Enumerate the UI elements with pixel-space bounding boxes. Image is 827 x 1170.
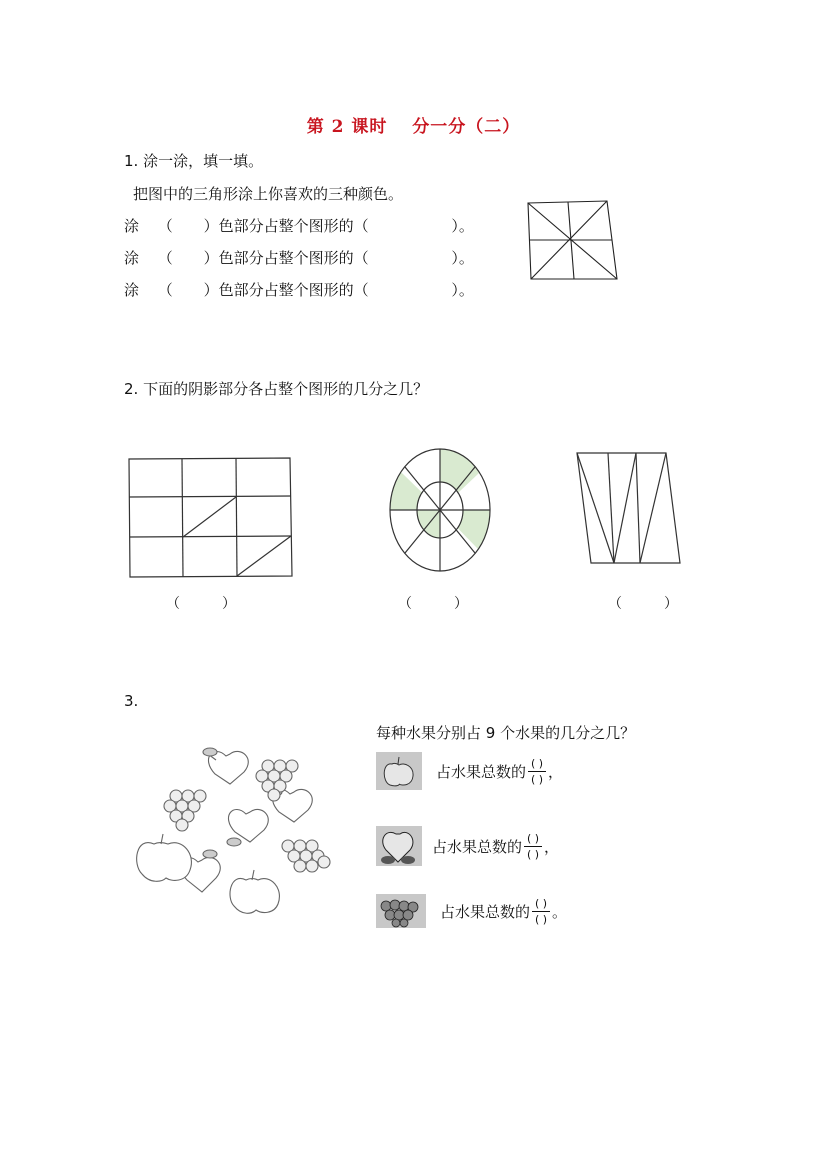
question-3-heading: 3.: [124, 692, 139, 710]
answer-blank[interactable]: （ ）: [398, 596, 468, 612]
quadrilateral-figure: [574, 450, 684, 570]
color-blank[interactable]: （: [157, 281, 173, 299]
fruit-row-peach: [376, 826, 559, 866]
denominator-blank[interactable]: ( ): [534, 912, 548, 926]
apple-icon: [376, 752, 422, 790]
apple-icon: [230, 870, 279, 913]
grid-outline: [129, 458, 292, 577]
row-prefix: 涂: [124, 281, 140, 299]
diagonal-line: [640, 453, 666, 563]
fruit-row-grapes: [376, 894, 567, 928]
fraction-blank[interactable]: ）。: [451, 249, 474, 267]
numerator-blank[interactable]: ( ): [534, 896, 548, 910]
row-prefix: 涂: [124, 249, 140, 267]
denominator-blank[interactable]: ( ): [530, 772, 544, 786]
parallelogram-figure[interactable]: [520, 198, 625, 283]
oval-figure: [386, 448, 506, 588]
fraction-blank[interactable]: ）。: [451, 217, 474, 235]
row-text: ）色部分占整个图形的（: [203, 281, 369, 299]
grid-line: [130, 536, 291, 537]
numerator-blank[interactable]: ( ): [530, 756, 544, 770]
question-1-row: [124, 215, 474, 236]
diagonal-line: [614, 453, 636, 563]
row-text: ）色部分占整个图形的（: [203, 217, 369, 235]
grapes-icon: [164, 790, 206, 831]
answer-blank[interactable]: （ ）: [608, 596, 678, 612]
fruit-row-text: 占水果总数的: [432, 837, 523, 856]
fraction-blank[interactable]: [528, 757, 546, 786]
peach-icon: [203, 748, 248, 784]
grid-figure: [126, 456, 296, 580]
divider-line: [636, 453, 640, 563]
question-3-prompt: 每种水果分别占 9 个水果的几分之几？: [376, 724, 636, 742]
grid-line: [129, 496, 291, 497]
fruit-row-apple: [376, 752, 563, 790]
fraction-blank[interactable]: [524, 832, 542, 861]
question-1-row: [124, 279, 474, 300]
page-title: 第 2 课时 分一分（二）: [306, 117, 521, 137]
punctuation: ，: [548, 762, 564, 781]
question-1-row: [124, 247, 474, 268]
question-1-instruction: 把图中的三角形涂上你喜欢的三种颜色。: [133, 185, 404, 203]
punctuation: ，: [544, 837, 560, 856]
fruit-row-text: 占水果总数的: [440, 902, 531, 921]
question-2-heading: 2. 下面的阴影部分各占整个图形的几分之几？: [124, 380, 429, 398]
fraction-blank[interactable]: [532, 897, 550, 926]
quadrilateral-outline: [577, 453, 680, 563]
diagonal-line: [237, 536, 291, 576]
question-1-heading: 1. 涂一涂，填一填。: [124, 152, 264, 170]
color-blank[interactable]: （: [157, 249, 173, 267]
row-prefix: 涂: [124, 217, 140, 235]
peach-icon: [227, 809, 268, 846]
numerator-blank[interactable]: ( ): [526, 831, 540, 845]
peach-icon: [376, 826, 422, 866]
answer-blank[interactable]: （ ）: [166, 596, 236, 612]
diagonal-line: [183, 497, 236, 537]
grid-line: [182, 459, 183, 577]
punctuation: 。: [552, 902, 568, 921]
row-text: ）色部分占整个图形的（: [203, 249, 369, 267]
shaded-sector: [366, 510, 440, 588]
grid-line: [236, 458, 237, 576]
denominator-blank[interactable]: ( ): [526, 847, 540, 861]
apple-icon: [137, 834, 192, 881]
color-blank[interactable]: （: [157, 217, 173, 235]
fruit-cluster-illustration: [130, 736, 360, 921]
grapes-icon: [282, 840, 330, 872]
fruit-row-text: 占水果总数的: [436, 762, 527, 781]
grapes-icon: [376, 894, 426, 928]
fraction-blank[interactable]: ）。: [451, 281, 474, 299]
